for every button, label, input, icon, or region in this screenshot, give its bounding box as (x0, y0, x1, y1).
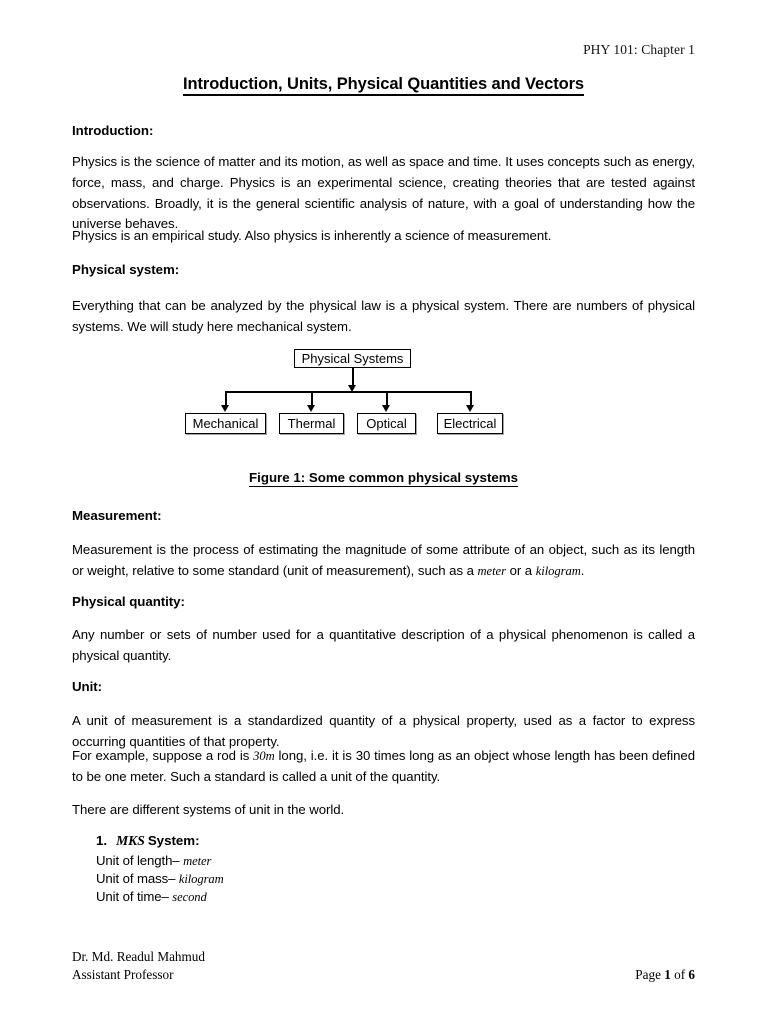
diagram-arrowhead-3 (382, 405, 390, 412)
list-item-number: 1. (96, 833, 108, 848)
list-item-mks-system (96, 832, 472, 851)
paragraph-unit-2 (72, 746, 695, 788)
paragraph-measurement-1 (72, 540, 695, 582)
unit-of-length-value: meter (183, 853, 212, 868)
diagram-node-mechanical-label: Mechanical (192, 416, 259, 431)
unit-of-mass-label: Unit of mass– (96, 871, 179, 886)
diagram-node-electrical (437, 413, 503, 434)
paragraph-unit-3: There are different systems of unit in the world. (72, 802, 345, 817)
running-header: PHY 101: Chapter 1 (583, 42, 695, 57)
diagram-node-mechanical (185, 413, 266, 434)
paragraph-physical-quantity-1: Any number or sets of number used for a quantitative description of a physical phenomenon is called a physical quantity. (72, 627, 695, 663)
value-30-meters: 30m (253, 749, 275, 763)
paragraph-physical-system-1: Everything that can be analyzed by the physical law is a physical system. There are numbers of physical systems. We will study here mechanical system. (72, 298, 695, 334)
diagram-node-electrical-label: Electrical (443, 416, 497, 431)
footer-page-number (635, 966, 695, 984)
diagram-node-thermal (279, 413, 344, 434)
unit-of-time-line (96, 888, 472, 906)
term-kilogram: kilogram (535, 563, 581, 578)
unit-of-mass-line (96, 870, 472, 888)
footer-role: Assistant Professor (72, 966, 174, 982)
unit-of-time-label: Unit of time– (96, 889, 173, 905)
page-title-text: Introduction, Units, Physical Quantities and Vectors (183, 75, 584, 96)
diagram-node-optical (357, 413, 416, 434)
term-meter: meter (477, 563, 506, 578)
footer-page-prefix: Page (635, 966, 665, 982)
section-heading-introduction: Introduction: (72, 123, 154, 138)
unit-text-part-2: long, i.e. it is 30 times long as an object whose length has been defined to be one meter. Such a standard is called a unit of the quantity. (72, 748, 695, 784)
paragraph-unit-1: A unit of measurement is a standardized quantity of a physical property, used as a factor to express occurring quantities of that property. (72, 713, 695, 749)
list-item-mks-abbrev: MKS (116, 833, 145, 848)
list-item-system-label: System: (147, 833, 200, 848)
systems-list (72, 832, 472, 907)
paragraph-introduction-1: Physics is the science of matter and its motion, as well as space and time. It uses concepts such as energy, force, mass, and charge. Physics is an experimental science, creating theories that are tested against observations. Broadly, it is the general scientific analysis of nature, with a goal of understanding how the universe behaves. (72, 154, 695, 232)
diagram-node-thermal-label: Thermal (287, 416, 336, 431)
section-heading-physical-quantity: Physical quantity: (72, 594, 185, 609)
unit-of-time-value: second (172, 890, 207, 905)
unit-of-mass-value: kilogram (178, 872, 224, 886)
footer-role-row (72, 966, 695, 984)
section-heading-measurement: Measurement: (72, 508, 162, 523)
diagram-arrowhead-1 (221, 405, 229, 412)
section-heading-unit: Unit: (72, 679, 103, 694)
paragraph-introduction-2: Physics is an empirical study. Also physics is inherently a science of measurement. (72, 228, 552, 243)
diagram-node-optical-label: Optical (366, 416, 407, 431)
page-footer (72, 948, 695, 983)
figure-caption-text: Figure 1: Some common physical systems (249, 470, 518, 485)
diagram-connector-bus (225, 391, 471, 393)
footer-author-row (72, 948, 695, 966)
measurement-text-part-2: or a (505, 562, 536, 578)
unit-text-part-1: For example, suppose a rod is (72, 748, 254, 763)
measurement-text-part-1: Measurement is the process of estimating the magnitude of some attribute of an object, such as its length or weight, relative to some standard (unit of measurement), such as a (72, 542, 695, 578)
unit-of-length-label: Unit of length– (96, 852, 184, 868)
diagram-node-root-label: Physical Systems (301, 351, 404, 366)
diagram-arrowhead-2 (307, 405, 315, 412)
figure-physical-systems-diagram (72, 345, 695, 450)
unit-of-length-line (96, 852, 472, 870)
diagram-arrowhead-4 (466, 405, 474, 412)
footer-author: Dr. Md. Readul Mahmud (72, 949, 205, 964)
footer-page-total: 6 (688, 966, 695, 982)
footer-page-mid: of (670, 966, 689, 982)
page-title (72, 75, 695, 94)
figure-caption (72, 470, 695, 485)
section-heading-physical-system: Physical system: (72, 262, 180, 277)
measurement-text-part-3: . (580, 562, 585, 578)
footer-page-current: 1 (664, 966, 671, 982)
diagram-node-root (294, 349, 411, 368)
